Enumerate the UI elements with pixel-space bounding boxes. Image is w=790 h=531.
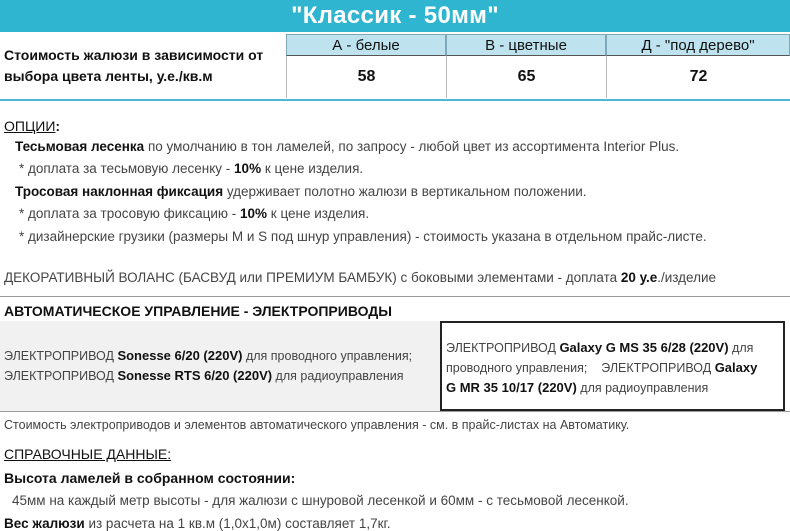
options-heading: ОПЦИИ: [4, 118, 60, 134]
column-header: Д - "под дерево" [606, 34, 790, 56]
motor-bottom-divider [0, 411, 790, 412]
motor-galaxy-line3: G MR 35 10/17 (220V) для радиоуправления [446, 380, 709, 395]
price-table [0, 34, 790, 98]
option-ribbon-ladder: Тесьмовая лесенка по умолчанию в тон ламелей, по запросу - любой цвет из ассортимента Interior Plus. [15, 139, 680, 154]
column-header: В - цветные [446, 34, 606, 56]
reference-subheading: Высота ламелей в собранном состоянии: [4, 470, 296, 486]
reference-slat-height: 45мм на каждый метр высоты - для жалюзи с шнуровой лесенкой и 60мм - с тесьмовой лесенкой. [12, 493, 629, 508]
motor-left-cell [0, 321, 440, 411]
page-title: "Классик - 50мм" [0, 0, 790, 32]
option-cable-surcharge: * доплата за тросовую фиксацию - 10% к цене изделия. [19, 206, 370, 221]
column-header: А - белые [286, 34, 446, 56]
table-divider [0, 99, 790, 101]
motor-sonesse-rts: ЭЛЕКТРОПРИВОД Sonesse RTS 6/20 (220V) для радиоуправления [4, 368, 404, 383]
price-column-wood [606, 34, 790, 98]
motor-box [0, 321, 790, 411]
section-divider [0, 296, 790, 297]
auto-heading: АВТОМАТИЧЕСКОЕ УПРАВЛЕНИЕ - ЭЛЕКТРОПРИВОДЫ [4, 303, 392, 319]
option-designer-weights: * дизайнерские грузики (размеры M и S под шнур управления) - стоимость указана в отдельном прайс-листе. [19, 229, 707, 244]
motor-sonesse-wired: ЭЛЕКТРОПРИВОД Sonesse 6/20 (220V) для проводного управления; [4, 348, 413, 363]
price-column-white [286, 34, 446, 98]
valance-line: ДЕКОРАТИВНЫЙ ВОЛАНС (БАСВУД или ПРЕМИУМ БАМБУК) с боковыми элементами - доплата 20 у.е./изделие [4, 270, 717, 285]
automation-note: Стоимость электроприводов и элементов автоматического управления - см. в прайс-листах на Автоматику. [4, 418, 630, 432]
option-cable-fixation: Тросовая наклонная фиксация удерживает полотно жалюзи в вертикальном положении. [15, 184, 587, 199]
price-label-line2: выбора цвета ленты, у.е./кв.м [4, 68, 213, 84]
reference-weight: Вес жалюзи из расчета на 1 кв.м (1,0х1,0м) составляет 1,7кг. [4, 516, 391, 531]
price-column-color [446, 34, 606, 98]
price-label-line1: Стоимость жалюзи в зависимости от [4, 47, 264, 63]
price-value: 58 [286, 56, 446, 98]
price-value: 72 [606, 56, 790, 98]
option-ribbon-surcharge: * доплата за тесьмовую лесенку - 10% к цене изделия. [19, 161, 364, 176]
reference-heading: СПРАВОЧНЫЕ ДАННЫЕ: [4, 446, 172, 462]
motor-galaxy-line1: ЭЛЕКТРОПРИВОД Galaxy G MS 35 6/28 (220V) для [446, 340, 754, 355]
motor-galaxy-line2: проводного управления; ЭЛЕКТРОПРИВОД Galaxy [446, 360, 758, 375]
price-table-label [0, 34, 290, 98]
price-value: 65 [446, 56, 606, 98]
motor-right-cell [440, 321, 785, 411]
